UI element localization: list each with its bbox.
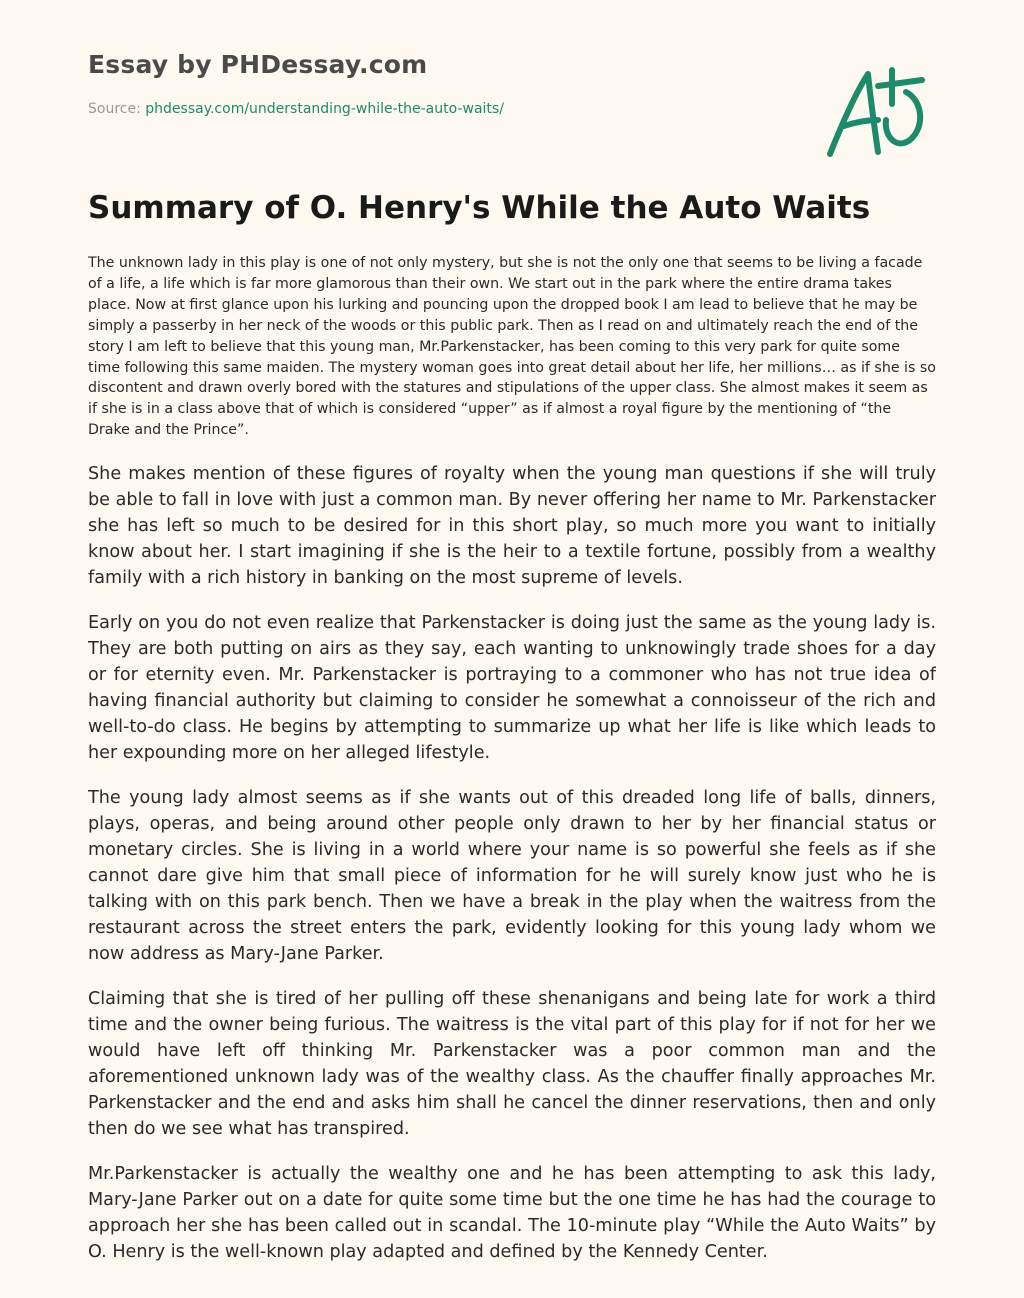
site-title: Essay by PHDessay.com [88,50,428,79]
logo-letter-a [830,74,878,154]
source-link[interactable]: phdessay.com/understanding-while-the-auto-waits/ [145,101,504,117]
essay-title: Summary of O. Henry's While the Auto Waits [88,190,871,226]
intro-paragraph: The unknown lady in this play is one of not only mystery, but she is not the only one that seems to be living a facade of a life, a life which is far more glamorous than their own. We start out in the park where the entire drama takes place. Now at first glance upon his lurking and pouncing upon the dropped book I am lead to believe that he may be simply a passerby in her neck of the woods or this public park. Then as I read on and ultimately reach the end of the story I am left to believe that this young man, Mr.Parkenstacker, has been coming to this very park for quite some time following this same maiden. The mystery woman goes into great detail about her life, her millions… as if she is so discontent and drawn overly bored with the statures and stipulations of the upper class. She almost makes it seem as if she is in a class above that of which is considered “upper” as if almost a royal figure by the mentioning of “the Drake and the Prince”. [88,255,936,439]
body-paragraph: Claiming that she is tired of her pulling off these shenanigans and being late for work a third time and the owner being furious. The waitress is the vital part of this play for if not for her we would have left off thinking Mr. Parkenstacker was a poor common man and the aforementioned unknown lady was of the wealthy class. As the chauffer finally approaches Mr. Parkenstacker and the end and asks him shall he cancel the dinner reservations, then and only then do we see what has transpired. [88,989,936,1139]
body-paragraph: The young lady almost seems as if she wants out of this dreaded long life of balls, dinners, plays, operas, and being around other people only drawn to her by her financial status or monetary circles. She is living in a world where your name is so powerful she feels as if she cannot dare give him that small piece of information for he will surely know just who he is talking with on this park bench. Then we have a break in the play when the waitress from the restaurant across the street enters the park, evidently looking for this young lady whom we now address as Mary-Jane Parker. [88,788,936,964]
source-line [88,101,504,117]
a-plus-icon [822,64,932,164]
body-paragraph: She makes mention of these figures of royalty when the young man questions if she will truly be able to fall in love with just a common man. By never offering her name to Mr. Parkenstacker she has left so much to be desired for in this short play, so much more you want to initially know about her. I start imagining if she is the heir to a textile fortune, possibly from a wealthy family with a rich history in banking on the most supreme of levels. [88,464,936,588]
body-paragraph: Mr.Parkenstacker is actually the wealthy one and he has been attempting to ask this lady, Mary-Jane Parker out on a date for quite some time but the one time he has had the courage to approach her she has been called out in scandal. The 10-minute play “While the Auto Waits” by O. Henry is the well-known play adapted and defined by the Kennedy Center. [88,1164,936,1262]
bottom-fade [0,1270,1024,1298]
essay-body [88,461,936,1298]
source-label: Source: [88,101,141,117]
logo-plus-horizontal [878,80,922,86]
body-paragraph: Early on you do not even realize that Parkenstacker is doing just the same as the young lady is. They are both putting on airs as they say, each wanting to unknowingly trade shoes for a day or for eternity even. Mr. Parkenstacker is portraying to a commoner who has not true idea of having financial authority but claiming to consider he somewhat a connoisseur of the rich and well-to-do class. He begins by attempting to summarize up what her life is like which leads to her expounding more on her alleged lifestyle. [88,613,936,763]
